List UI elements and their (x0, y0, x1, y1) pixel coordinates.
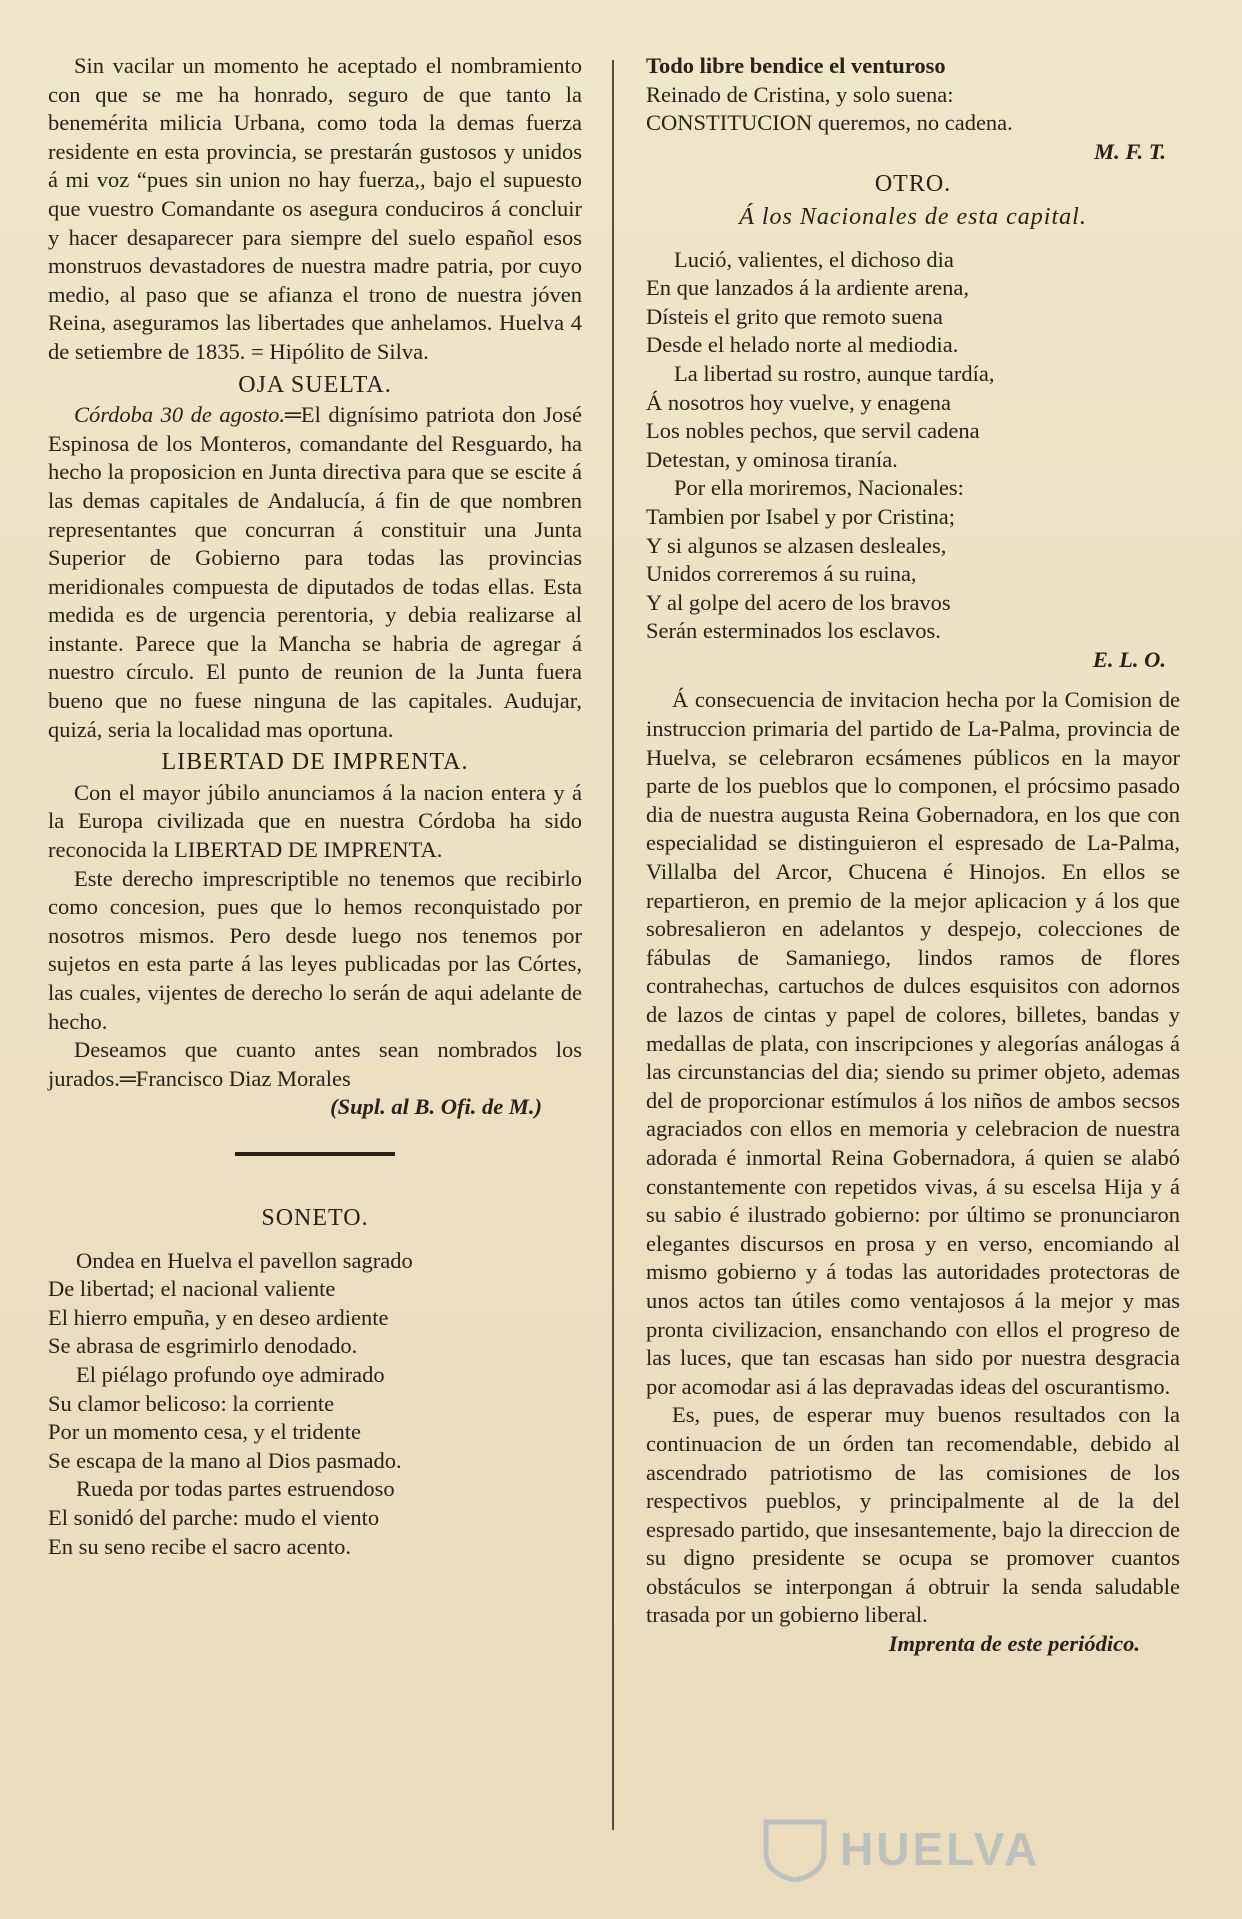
verse-line: En que lanzados á la ardiente arena, (646, 275, 969, 301)
article-cordoba-text: ═El dignísimo patriota don José Espinosa de los Monteros, comandante del Resguardo, ha hecho la proposicion en Junta directiva para que se escite á las demas capitales de Andalucía, á fin de que nombren representantes que concurran á constituir una Junta Superior de Gobierno para todas las provincias meridionales compuesta de diputados de todas ellas. Esta medida es de urgencia perentoria, y debia realizarse al instante. Parece que la Mancha se habria de agregar á nuestro círculo. El punto de reunion de la Junta fuera bueno que no fuese ninguna de las capitales. Audujar, quizá, seria la localidad mas oportuna. (48, 402, 582, 742)
verse-line: De libertad; el nacional valiente (48, 1276, 336, 1302)
verse-line: El sonidó del parche: mudo el viento (48, 1504, 380, 1530)
verse-line: Y al golpe del acero de los bravos (646, 589, 951, 615)
article-imprenta-2: Este derecho imprescriptible no tenemos que recibirlo como concesion, pues que lo hemos reconquistado por nosotros mismos. Pero desde luego nos tenemos por sujetos en esta parte á las leyes publicadas por las Córtes, las cuales, vijentes de derecho lo serán de aqui adelante de hecho. (48, 865, 582, 1034)
article-cordoba (48, 401, 582, 744)
article-silva: Sin vacilar un momento he aceptado el nombramiento con que se me ha honrado, seguro de que tanto la benemérita milicia Urbana, como toda la demas fuerza residente en esta provincia, se prestarán gustosos y unidos á mi voz “pues sin union no hay fuerza,, bajo el supuesto que vuestro Comandante os asegura conduciros á concluir y hacer desaparecer para siempre del suelo español esos monstruos devastadores de nuestra madre patria, por cuyo medio, al paso que se afianza el trono de nuestra jóven Reina, aseguramos las libertades que anhelamos. Huelva 4 de setiembre de 1835. = Hipólito de Silva. (48, 53, 582, 364)
verse-line: Serán esterminados los esclavos. (646, 618, 941, 644)
verse-line: Reinado de Cristina, y solo suena: (646, 81, 954, 107)
section-rule (235, 1152, 395, 1156)
article-imprenta-3: Deseamos que cuanto antes sean nombrados los jurados.═Francisco Diaz Morales (48, 1037, 582, 1091)
heading-otro: OTRO. (874, 171, 952, 198)
poem-verse (646, 246, 1180, 646)
verse-line: Á nosotros hoy vuelve, y enagena (646, 389, 951, 415)
heading-oja-suelta: OJA SUELTA. (238, 371, 392, 398)
shield-icon (760, 1816, 830, 1882)
sonnet-verse (48, 1247, 582, 1562)
verse-line: Se abrasa de esgrimirlo denodado. (48, 1333, 358, 1359)
right-column (646, 52, 1180, 1659)
verse-line: Lució, valientes, el dichoso dia (674, 246, 954, 272)
verse-line: La libertad su rostro, aunque tardía, (674, 360, 995, 386)
signature-mft: M. F. T. (1094, 138, 1166, 164)
verse-line: El hierro empuña, y en deseo ardiente (48, 1304, 389, 1330)
heading-libertad-imprenta: LIBERTAD DE IMPRENTA. (161, 749, 469, 776)
verse-line: El piélago profundo oye admirado (76, 1361, 385, 1387)
column-divider (612, 60, 614, 1830)
article-la-palma: Á consecuencia de invitacion hecha por la Comision de instruccion primaria del partido de La-Palma, provincia de Huelva, se celebraron ecsámenes públicos en la mayor parte de los pueblos que lo componen, el prócsimo pasado dia de nuestra augusta Reina Gobernadora, en los que con especialidad se distinguieron el espresado de La-Palma, Villalba del Arcor, Chucena é Hinojos. En ellos se repartieron, en premio de la mejor aplicacion y á los que sobresalieron en adelantos y despejo, colecciones de fábulas de Samaniego, lindos ramos de flores contrahechas, cartuchos de dulces esquisitos con adornos de lazos de cintas y papel de colores, billetes, bandas y medallas de plata, con inscripciones y alegorías análogas á las circunstancias del dia; siendo su primer objeto, ademas del de proporcionar estímulos á los niños de ambos secsos agraciados con ellos en memoria y celebracion de nuestra adorada é inmortal Reina Gobernadora, á quien se alabó constantemente con repetidos vivas, á su escelsa Hija y á su sabio é ilustrado gobierno: por último se pronunciaron elegantes discursos en prosa y en verso, encomiando al mismo gobierno y á todas las autoridades protectoras de unos actos tan útiles como ventajosos á la mejor y mas pronta civilizacion, ensanchando con ellos el progreso de las luces, que tan escasas han sido por nuestra desgracia por acomodar asi á las depravadas ideas del oscurantismo. (646, 687, 1180, 1399)
dedication: Á los Nacionales de esta capital. (739, 203, 1087, 230)
verse-line: Se escapa de la mano al Dios pasmado. (48, 1447, 402, 1473)
verse-line: Por un momento cesa, y el tridente (48, 1419, 362, 1445)
article-la-palma-2: Es, pues, de esperar muy buenos resultados con la continuacion de un órden tan recomendable, debido al ascendrado patriotismo de las comisiones de los respectivos pueblos, y principalmente al de la del espresado partido, que insesantemente, bajo la direccion de su digno presidente se ocupa se promover cuantos obstáculos se interpongan á obtruir la senda saludable trasada por un gobierno liberal. (646, 1402, 1180, 1628)
signature-elo: E. L. O. (1092, 646, 1166, 672)
verse-line: Ondea en Huelva el pavellon sagrado (76, 1247, 413, 1273)
verse-line: Y si algunos se alzasen desleales, (646, 532, 947, 558)
verse-line: En su seno recibe el sacro acento. (48, 1533, 351, 1559)
heading-soneto: SONETO. (261, 1204, 369, 1231)
verse-line: Unidos correremos á su ruina, (646, 561, 917, 587)
imprint: Imprenta de este periódico. (888, 1631, 1140, 1657)
verse-line: Tambien por Isabel y por Cristina; (646, 503, 955, 529)
article-imprenta-1: Con el mayor júbilo anunciamos á la nacion entera y á la Europa civilizada que en nuestra Córdoba ha sido reconocida la LIBERTAD DE IMPRENTA. (48, 779, 582, 863)
verse-line: Todo libre bendice el venturoso (646, 53, 946, 78)
verse-line: Detestan, y ominosa tiranía. (646, 446, 898, 472)
verse-line: Los nobles pechos, que servil cadena (646, 418, 980, 444)
watermark-text: HUELVA (840, 1823, 1041, 1875)
left-column (48, 52, 582, 1561)
sonnet-ending (646, 52, 1180, 138)
verse-line: Su clamor belicoso: la corriente (48, 1390, 335, 1416)
verse-line: Dísteis el grito que remoto suena (646, 303, 943, 329)
verse-line: CONSTITUCION queremos, no cadena. (646, 110, 1013, 136)
dateline: Córdoba 30 de agosto. (74, 402, 285, 428)
verse-line: Rueda por todas partes estruendoso (76, 1476, 395, 1502)
verse-line: Desde el helado norte al mediodia. (646, 332, 959, 358)
source-caption: (Supl. al B. Ofi. de M.) (330, 1094, 542, 1120)
verse-line: Por ella moriremos, Nacionales: (674, 475, 964, 501)
